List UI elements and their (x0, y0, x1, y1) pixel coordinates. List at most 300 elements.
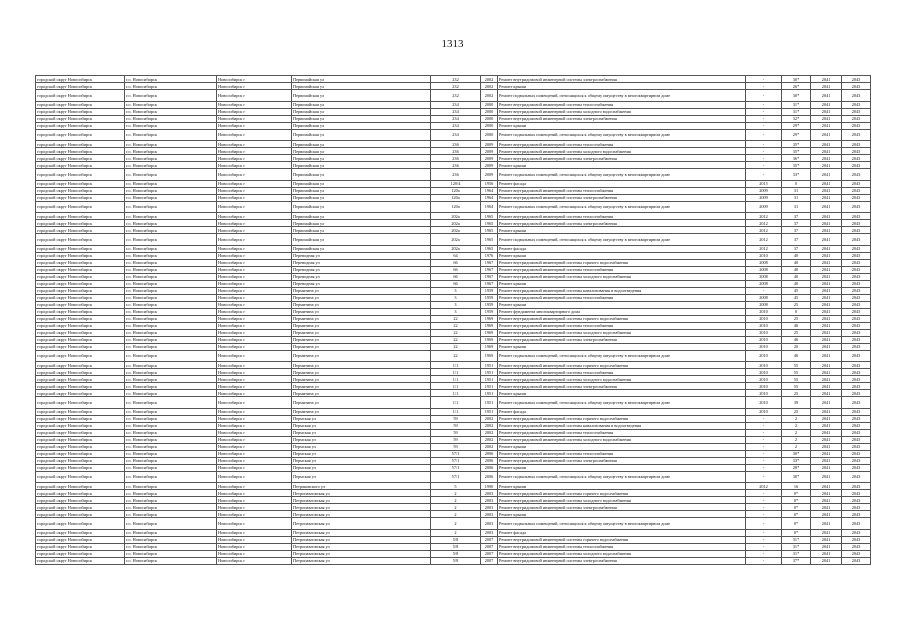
last-repair-year-cell: 2008 (746, 273, 782, 280)
last-repair-year-cell: - (746, 129, 782, 141)
build-year-cell: 2002 (481, 443, 498, 450)
wear-percent-cell: 37 (782, 220, 811, 227)
plan-end-year-cell: 2043 (842, 259, 871, 266)
plan-start-year-cell: 2041 (811, 129, 842, 141)
district-cell: г.о. Новосибирск (125, 397, 217, 409)
municipality-cell: городской округ Новосибирск (36, 336, 125, 343)
work-type-cell: Ремонт внутридомовой инженерной системы горячего водоснабжения (498, 259, 746, 266)
build-year-cell: 2006 (481, 450, 498, 457)
plan-start-year-cell: 2041 (811, 252, 842, 259)
district-cell: г.о. Новосибирск (125, 180, 217, 187)
plan-end-year-cell: 2043 (842, 422, 871, 429)
town-cell: Новосибирск г (217, 76, 292, 83)
wear-percent-cell: 26* (782, 83, 811, 90)
house-number-cell: 1/1 (431, 408, 481, 415)
plan-start-year-cell: 2041 (811, 294, 842, 301)
table-row (36, 90, 871, 102)
town-cell: Новосибирск г (217, 273, 292, 280)
district-cell: г.о. Новосибирск (125, 301, 217, 308)
build-year-cell: 2003 (481, 504, 498, 511)
last-repair-year-cell: - (746, 471, 782, 483)
town-cell: Новосибирск г (217, 536, 292, 543)
municipality-cell: городской округ Новосибирск (36, 294, 125, 301)
municipality-cell: городской округ Новосибирск (36, 362, 125, 369)
street-cell: Пермитина ул (292, 390, 431, 397)
work-type-cell: Ремонт крыши (498, 162, 746, 169)
last-repair-year-cell: - (746, 415, 782, 422)
plan-end-year-cell: 2043 (842, 115, 871, 122)
town-cell: Новосибирск г (217, 329, 292, 336)
work-type-cell: Ремонт внутридомовой инженерной системы электроснабжения (498, 155, 746, 162)
build-year-cell: 2003 (481, 518, 498, 530)
street-cell: Первомайская ул (292, 141, 431, 148)
work-type-cell: Ремонт внутридомовой инженерной системы электроснабжения (498, 457, 746, 464)
plan-start-year-cell: 2041 (811, 148, 842, 155)
street-cell: Переводная ул (292, 273, 431, 280)
street-cell: Первомайская ул (292, 90, 431, 102)
last-repair-year-cell: - (746, 504, 782, 511)
work-type-cell: Ремонт внутридомовой инженерной системы электроснабжения (498, 220, 746, 227)
street-cell: Пермитина ул (292, 287, 431, 294)
district-cell: г.о. Новосибирск (125, 457, 217, 464)
town-cell: Новосибирск г (217, 350, 292, 362)
plan-end-year-cell: 2043 (842, 155, 871, 162)
street-cell: Пермитина ул (292, 336, 431, 343)
table-row (36, 83, 871, 90)
district-cell: г.о. Новосибирск (125, 148, 217, 155)
wear-percent-cell: 31* (782, 536, 811, 543)
plan-start-year-cell: 2041 (811, 443, 842, 450)
last-repair-year-cell: - (746, 115, 782, 122)
house-number-cell: 2 (431, 504, 481, 511)
work-type-cell: Ремонт внутридомовой инженерной системы теплоснабжения (498, 187, 746, 194)
page-number: 1313 (441, 38, 464, 50)
plan-start-year-cell: 2041 (811, 227, 842, 234)
plan-end-year-cell: 2043 (842, 450, 871, 457)
plan-start-year-cell: 2041 (811, 511, 842, 518)
work-type-cell: Ремонт внутридомовой инженерной системы теплоснабжения (498, 369, 746, 376)
town-cell: Новосибирск г (217, 287, 292, 294)
last-repair-year-cell: - (746, 101, 782, 108)
district-cell: г.о. Новосибирск (125, 329, 217, 336)
house-number-cell: 57/1 (431, 464, 481, 471)
plan-start-year-cell: 2041 (811, 308, 842, 315)
municipality-cell: городской округ Новосибирск (36, 518, 125, 530)
plan-end-year-cell: 2043 (842, 162, 871, 169)
house-number-cell: 2 (431, 497, 481, 504)
last-repair-year-cell: 2009 (746, 194, 782, 201)
district-cell: г.о. Новосибирск (125, 422, 217, 429)
table-row (36, 252, 871, 259)
build-year-cell: 1965 (481, 227, 498, 234)
wear-percent-cell: 37 (782, 213, 811, 220)
plan-start-year-cell: 2041 (811, 550, 842, 557)
municipality-cell: городской округ Новосибирск (36, 162, 125, 169)
plan-start-year-cell: 2041 (811, 397, 842, 409)
build-year-cell: 1976 (481, 252, 498, 259)
last-repair-year-cell: - (746, 155, 782, 162)
town-cell: Новосибирск г (217, 180, 292, 187)
street-cell: Первомайская ул (292, 227, 431, 234)
wear-percent-cell: 30* (782, 76, 811, 83)
plan-end-year-cell: 2043 (842, 180, 871, 187)
build-year-cell: 1959 (481, 301, 498, 308)
wear-percent-cell: 0* (782, 518, 811, 530)
street-cell: Первомайская ул (292, 187, 431, 194)
town-cell: Новосибирск г (217, 245, 292, 252)
last-repair-year-cell: 2010 (746, 252, 782, 259)
wear-percent-cell: 45 (782, 294, 811, 301)
table-row (36, 329, 871, 336)
plan-start-year-cell: 2041 (811, 529, 842, 536)
plan-end-year-cell: 2043 (842, 471, 871, 483)
plan-start-year-cell: 2041 (811, 280, 842, 287)
district-cell: г.о. Новосибирск (125, 557, 217, 564)
build-year-cell: 2000 (481, 101, 498, 108)
street-cell: Петропавловская ул (292, 511, 431, 518)
wear-percent-cell: 31* (782, 101, 811, 108)
district-cell: г.о. Новосибирск (125, 213, 217, 220)
house-number-cell: 59 (431, 415, 481, 422)
district-cell: г.о. Новосибирск (125, 408, 217, 415)
town-cell: Новосибирск г (217, 169, 292, 181)
municipality-cell: городской округ Новосибирск (36, 115, 125, 122)
house-number-cell: 22 (431, 336, 481, 343)
plan-start-year-cell: 2041 (811, 108, 842, 115)
town-cell: Новосибирск г (217, 415, 292, 422)
plan-end-year-cell: 2043 (842, 350, 871, 362)
table-row (36, 376, 871, 383)
town-cell: Новосибирск г (217, 369, 292, 376)
build-year-cell: 1969 (481, 343, 498, 350)
wear-percent-cell: 29* (782, 129, 811, 141)
work-type-cell: Ремонт внутридомовой инженерной системы горячего водоснабжения (498, 415, 746, 422)
plan-start-year-cell: 2041 (811, 471, 842, 483)
last-repair-year-cell: 2012 (746, 245, 782, 252)
last-repair-year-cell: - (746, 169, 782, 181)
table-row (36, 129, 871, 141)
wear-percent-cell: 25 (782, 329, 811, 336)
work-type-cell: Ремонт крыши (498, 227, 746, 234)
plan-end-year-cell: 2043 (842, 301, 871, 308)
plan-end-year-cell: 2043 (842, 536, 871, 543)
build-year-cell: 1951 (481, 383, 498, 390)
street-cell: Пермитина ул (292, 397, 431, 409)
municipality-cell: городской округ Новосибирск (36, 471, 125, 483)
wear-percent-cell: 37 (782, 245, 811, 252)
build-year-cell: 1951 (481, 408, 498, 415)
table-row (36, 436, 871, 443)
build-year-cell: 1967 (481, 273, 498, 280)
town-cell: Новосибирск г (217, 362, 292, 369)
street-cell: Пермитина ул (292, 376, 431, 383)
table-row (36, 422, 871, 429)
wear-percent-cell: 0 (782, 308, 811, 315)
work-type-cell: Ремонт внутридомовой инженерной системы теплоснабжения (498, 266, 746, 273)
work-type-cell: Ремонт внутридомовой инженерной системы теплоснабжения (498, 141, 746, 148)
plan-end-year-cell: 2043 (842, 83, 871, 90)
house-number-cell: 66 (431, 266, 481, 273)
plan-end-year-cell: 2043 (842, 369, 871, 376)
town-cell: Новосибирск г (217, 308, 292, 315)
wear-percent-cell: 55 (782, 376, 811, 383)
last-repair-year-cell: - (746, 108, 782, 115)
plan-start-year-cell: 2041 (811, 376, 842, 383)
municipality-cell: городской округ Новосибирск (36, 550, 125, 557)
table-row (36, 259, 871, 266)
work-type-cell: Ремонт внутридомовой инженерной системы электроснабжения (498, 194, 746, 201)
plan-end-year-cell: 2043 (842, 141, 871, 148)
table-row (36, 308, 871, 315)
build-year-cell: 2003 (481, 497, 498, 504)
house-number-cell: 59 (431, 422, 481, 429)
build-year-cell: 2003 (481, 529, 498, 536)
plan-start-year-cell: 2041 (811, 213, 842, 220)
house-number-cell: 59 (431, 429, 481, 436)
last-repair-year-cell: - (746, 536, 782, 543)
table-row (36, 383, 871, 390)
last-repair-year-cell: 2010 (746, 343, 782, 350)
street-cell: Первомайская ул (292, 122, 431, 129)
street-cell: Первомайская ул (292, 180, 431, 187)
municipality-cell: городской округ Новосибирск (36, 220, 125, 227)
work-type-cell: Ремонт внутридомовой инженерной системы электроснабжения (498, 336, 746, 343)
work-type-cell: Ремонт внутридомовой инженерной системы теплоснабжения (498, 213, 746, 220)
wear-percent-cell: 37 (782, 234, 811, 246)
plan-start-year-cell: 2041 (811, 336, 842, 343)
table-row (36, 343, 871, 350)
district-cell: г.о. Новосибирск (125, 101, 217, 108)
plan-start-year-cell: 2041 (811, 436, 842, 443)
street-cell: Первомайская ул (292, 213, 431, 220)
town-cell: Новосибирск г (217, 220, 292, 227)
plan-start-year-cell: 2041 (811, 408, 842, 415)
build-year-cell: 2003 (481, 511, 498, 518)
plan-end-year-cell: 2043 (842, 169, 871, 181)
municipality-cell: городской округ Новосибирск (36, 90, 125, 102)
municipality-cell: городской округ Новосибирск (36, 122, 125, 129)
build-year-cell: 1969 (481, 350, 498, 362)
last-repair-year-cell: - (746, 90, 782, 102)
build-year-cell: 2009 (481, 169, 498, 181)
plan-end-year-cell: 2043 (842, 227, 871, 234)
district-cell: г.о. Новосибирск (125, 550, 217, 557)
build-year-cell: 2002 (481, 422, 498, 429)
plan-end-year-cell: 2043 (842, 122, 871, 129)
build-year-cell: 1951 (481, 362, 498, 369)
district-cell: г.о. Новосибирск (125, 294, 217, 301)
town-cell: Новосибирск г (217, 408, 292, 415)
district-cell: г.о. Новосибирск (125, 443, 217, 450)
town-cell: Новосибирск г (217, 234, 292, 246)
municipality-cell: городской округ Новосибирск (36, 529, 125, 536)
table-row (36, 194, 871, 201)
plan-end-year-cell: 2043 (842, 273, 871, 280)
district-cell: г.о. Новосибирск (125, 115, 217, 122)
district-cell: г.о. Новосибирск (125, 543, 217, 550)
municipality-cell: городской округ Новосибирск (36, 108, 125, 115)
table-row (36, 483, 871, 490)
municipality-cell: городской округ Новосибирск (36, 497, 125, 504)
table-row (36, 76, 871, 83)
wear-percent-cell: 33* (782, 169, 811, 181)
work-type-cell: Ремонт крыши (498, 390, 746, 397)
work-type-cell: Ремонт крыши (498, 280, 746, 287)
street-cell: Петропавловская ул (292, 518, 431, 530)
wear-percent-cell: 32* (782, 115, 811, 122)
house-number-cell: 3 (431, 294, 481, 301)
house-number-cell: 2 (431, 511, 481, 518)
work-type-cell: Ремонт фундамента многоквартирного дома (498, 308, 746, 315)
last-repair-year-cell: 2010 (746, 383, 782, 390)
work-type-cell: Ремонт подвальных помещений, относящихся к общему имуществу в многоквартирном доме (498, 350, 746, 362)
table-row (36, 369, 871, 376)
work-type-cell: Ремонт внутридомовой инженерной системы канализования и водоотведения (498, 422, 746, 429)
work-type-cell: Ремонт крыши (498, 511, 746, 518)
plan-start-year-cell: 2041 (811, 557, 842, 564)
last-repair-year-cell: 2008 (746, 294, 782, 301)
wear-percent-cell: 40 (782, 252, 811, 259)
town-cell: Новосибирск г (217, 322, 292, 329)
street-cell: Пермская ул (292, 464, 431, 471)
house-number-cell: 1/1 (431, 383, 481, 390)
table-row (36, 155, 871, 162)
town-cell: Новосибирск г (217, 301, 292, 308)
town-cell: Новосибирск г (217, 518, 292, 530)
build-year-cell: 2006 (481, 471, 498, 483)
wear-percent-cell: 2 (782, 429, 811, 436)
municipality-cell: городской округ Новосибирск (36, 308, 125, 315)
district-cell: г.о. Новосибирск (125, 273, 217, 280)
build-year-cell: 1969 (481, 315, 498, 322)
build-year-cell: 2002 (481, 436, 498, 443)
table-row (36, 315, 871, 322)
house-number-cell: 3 (431, 287, 481, 294)
municipality-cell: городской округ Новосибирск (36, 194, 125, 201)
street-cell: Первомайская ул (292, 201, 431, 213)
house-number-cell: 232 (431, 76, 481, 83)
last-repair-year-cell: - (746, 141, 782, 148)
street-cell: Пермитина ул (292, 369, 431, 376)
last-repair-year-cell: - (746, 436, 782, 443)
last-repair-year-cell: 2010 (746, 369, 782, 376)
town-cell: Новосибирск г (217, 259, 292, 266)
work-type-cell: Ремонт внутридомовой инженерной системы холодного водоснабжения (498, 108, 746, 115)
build-year-cell: 1964 (481, 201, 498, 213)
town-cell: Новосибирск г (217, 162, 292, 169)
last-repair-year-cell: - (746, 497, 782, 504)
town-cell: Новосибирск г (217, 187, 292, 194)
table-row (36, 245, 871, 252)
plan-start-year-cell: 2041 (811, 415, 842, 422)
house-number-cell: 5 (431, 483, 481, 490)
table-row (36, 141, 871, 148)
build-year-cell: 2000 (481, 115, 498, 122)
town-cell: Новосибирск г (217, 464, 292, 471)
plan-start-year-cell: 2041 (811, 162, 842, 169)
district-cell: г.о. Новосибирск (125, 201, 217, 213)
plan-start-year-cell: 2041 (811, 543, 842, 550)
table-row (36, 301, 871, 308)
town-cell: Новосибирск г (217, 436, 292, 443)
municipality-cell: городской округ Новосибирск (36, 322, 125, 329)
build-year-cell: 2007 (481, 543, 498, 550)
plan-start-year-cell: 2041 (811, 83, 842, 90)
municipality-cell: городской округ Новосибирск (36, 315, 125, 322)
plan-start-year-cell: 2041 (811, 287, 842, 294)
street-cell: Первомайская ул (292, 108, 431, 115)
town-cell: Новосибирск г (217, 213, 292, 220)
build-year-cell: 1965 (481, 234, 498, 246)
work-type-cell: Ремонт внутридомовой инженерной системы теплоснабжения (498, 294, 746, 301)
municipality-cell: городской округ Новосибирск (36, 187, 125, 194)
plan-start-year-cell: 2041 (811, 122, 842, 129)
district-cell: г.о. Новосибирск (125, 259, 217, 266)
house-number-cell: 66 (431, 273, 481, 280)
street-cell: Первомайская ул (292, 148, 431, 155)
municipality-cell: городской округ Новосибирск (36, 148, 125, 155)
work-type-cell: Ремонт подвальных помещений, относящихся к общему имуществу в многоквартирном доме (498, 471, 746, 483)
street-cell: Переводная ул (292, 252, 431, 259)
last-repair-year-cell: 2010 (746, 350, 782, 362)
wear-percent-cell: 25 (782, 301, 811, 308)
work-type-cell: Ремонт внутридомовой инженерной системы электроснабжения (498, 383, 746, 390)
last-repair-year-cell: - (746, 550, 782, 557)
plan-start-year-cell: 2041 (811, 429, 842, 436)
street-cell: Пермская ул (292, 422, 431, 429)
town-cell: Новосибирск г (217, 83, 292, 90)
plan-end-year-cell: 2043 (842, 483, 871, 490)
last-repair-year-cell: 2012 (746, 220, 782, 227)
municipality-cell: городской округ Новосибирск (36, 383, 125, 390)
work-type-cell: Ремонт крыши (498, 464, 746, 471)
build-year-cell: 1951 (481, 397, 498, 409)
last-repair-year-cell: 2010 (746, 390, 782, 397)
plan-end-year-cell: 2043 (842, 397, 871, 409)
work-type-cell: Ремонт внутридомовой инженерной системы электроснабжения (498, 115, 746, 122)
work-type-cell: Ремонт подвальных помещений, относящихся к общему имуществу в многоквартирном доме (498, 169, 746, 181)
build-year-cell: 2006 (481, 464, 498, 471)
last-repair-year-cell: 2008 (746, 301, 782, 308)
house-number-cell: 59 (431, 436, 481, 443)
house-number-cell: 57/1 (431, 471, 481, 483)
street-cell: Петропавловская ул (292, 490, 431, 497)
build-year-cell: 1959 (481, 308, 498, 315)
house-number-cell: 64 (431, 252, 481, 259)
plan-end-year-cell: 2043 (842, 194, 871, 201)
municipality-cell: городской округ Новосибирск (36, 543, 125, 550)
work-type-cell: Ремонт крыши (498, 301, 746, 308)
house-number-cell: 59 (431, 443, 481, 450)
wear-percent-cell: 35* (782, 141, 811, 148)
work-type-cell: Ремонт внутридомовой инженерной системы холодного водоснабжения (498, 376, 746, 383)
last-repair-year-cell: - (746, 76, 782, 83)
plan-start-year-cell: 2041 (811, 464, 842, 471)
work-type-cell: Ремонт крыши (498, 343, 746, 350)
wear-percent-cell: 40 (782, 273, 811, 280)
plan-end-year-cell: 2043 (842, 322, 871, 329)
district-cell: г.о. Новосибирск (125, 436, 217, 443)
work-type-cell: Ремонт внутридомовой инженерной системы теплоснабжения (498, 543, 746, 550)
district-cell: г.о. Новосибирск (125, 383, 217, 390)
district-cell: г.о. Новосибирск (125, 336, 217, 343)
town-cell: Новосибирск г (217, 343, 292, 350)
work-type-cell: Ремонт фасада (498, 408, 746, 415)
house-number-cell: 1/1 (431, 397, 481, 409)
house-number-cell: 3 (431, 301, 481, 308)
district-cell: г.о. Новосибирск (125, 162, 217, 169)
plan-end-year-cell: 2043 (842, 490, 871, 497)
